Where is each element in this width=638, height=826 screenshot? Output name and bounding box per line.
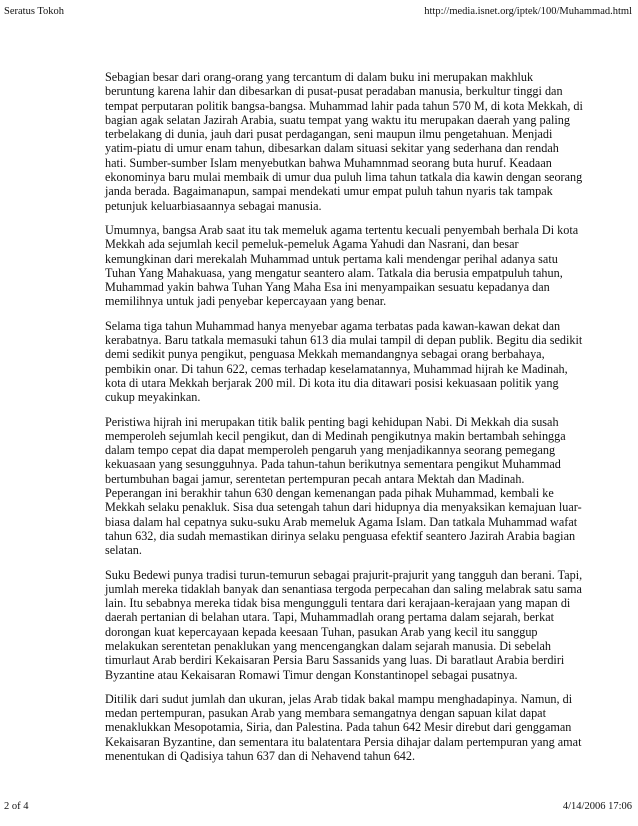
paragraph: Selama tiga tahun Muhammad hanya menyebar agama terbatas pada kawan-kawan dekat dan kerabatnya. Baru tatkala memasuki tahun 613 dia mulai tampil di depan publik. Begitu dia sedikit demi sedikit punya pengikut, penguasa Mekkah memandangnya sebagai orang berbahaya, pembikin onar. Di tahun 622, cemas terhadap keselamatannya, Muhammad hijrah ke Madinah, kota di utara Mekkah berjarak 200 mil. Di kota itu dia ditawari posisi kekuasaan politik yang cukup meyakinkan. <box>105 318 583 405</box>
print-timestamp: 4/14/2006 17:06 <box>562 801 632 812</box>
print-footer <box>4 800 632 814</box>
article-body <box>105 70 583 773</box>
page-number: 2 of 4 <box>4 801 29 812</box>
paragraph: Ditilik dari sudut jumlah dan ukuran, jelas Arab tidak bakal mampu menghadapinya. Namun, di medan pertempuran, pasukan Arab yang membara semangatnya dengan sapuan kilat dapat menaklukkan Mesopotamia, Siria, dan Palestina. Pada tahun 642 Mesir direbut dari genggaman Kekaisaran Byzantine, dan sementara itu balatentara Persia dihajar dalam pertempuran yang amat menentukan di Qadisiya tahun 637 dan di Nehavend tahun 642. <box>105 691 582 764</box>
source-url: http://media.isnet.org/iptek/100/Muhammad.html <box>424 6 632 17</box>
paragraph: Suku Bedewi punya tradisi turun-temurun sebagai prajurit-prajurit yang tangguh dan berani. Tapi, jumlah mereka tidaklah banyak dan senantiasa tergoda perpecahan dan saling melabrak satu sama lain. Itu sebabnya mereka tidak bisa mengungguli tentara dari kerajaan-kerajaan yang mapan di daerah pertanian di belahan utara. Tapi, Muhammadlah orang pertama dalam sejarah, berkat dorongan kuat kepercayaan kepada keesaan Tuhan, pasukan Arab yang kecil itu sanggup melakukan serentetan penaklukan yang mencengangkan dalam sejarah manusia. Di sebelah timurlaut Arab berdiri Kekaisaran Persia Baru Sassanids yang luas. Di baratlaut Arabia berdiri Byzantine atau Kekaisaran Romawi Timur dengan Konstantinopel sebagai pusatnya. <box>105 567 583 682</box>
document-title: Seratus Tokoh <box>4 6 65 17</box>
print-header <box>4 5 632 19</box>
paragraph: Umumnya, bangsa Arab saat itu tak memeluk agama tertentu kecuali penyembah berhala Di kota Mekkah ada sejumlah kecil pemeluk-pemeluk Agama Yahudi dan Nasrani, dan besar kemungkinan dari merekalah Muhammad untuk pertama kali mendengar perihal adanya satu Tuhan Yang Mahakuasa, yang mengatur seantero alam. Tatkala dia berusia empatpuluh tahun, Muhammad yakin bahwa Tuhan Yang Maha Esa ini menyampaikan sesuatu kepadanya dan memilihnya untuk jadi penyebar kepercayaan yang benar. <box>105 222 579 309</box>
paragraph: Sebagian besar dari orang-orang yang tercantum di dalam buku ini merupakan makhluk beruntung karena lahir dan dibesarkan di pusat-pusat peradaban manusia, berkultur tinggi dan tempat perputaran politik bangsa-bangsa. Muhammad lahir pada tahun 570 M, di kota Mekkah, di bagian agak selatan Jazirah Arabia, suatu tempat yang waktu itu merupakan daerah yang paling terbelakang di dunia, jauh dari pusat perdagangan, seni maupun ilmu pengetahuan. Menjadi yatim-piatu di umur enam tahun, dibesarkan dalam situasi sekitar yang sederhana dan rendah hati. Sumber-sumber Islam menyebutkan bahwa Muhamnmad seorang buta huruf. Keadaan ekonominya baru mulai membaik di umur dua puluh lima tahun tatkala dia kawin dengan seorang janda berada. Bagaimanapun, sampai mendekati umur empat puluh tahun nyaris tak tampak petunjuk keluarbiasaannya sebagai manusia. <box>105 70 583 213</box>
paragraph: Peristiwa hijrah ini merupakan titik balik penting bagi kehidupan Nabi. Di Mekkah dia susah memperoleh sejumlah kecil pengikut, dan di Medinah pengikutnya makin bertambah sehingga dalam tempo cepat dia dapat memperoleh pengaruh yang menjadikannya seorang pemegang kekuasaan yang sesungguhnya. Pada tahun-tahun berikutnya sementara pengikut Muhammad bertumbuhan bagai jamur, serentetan pertempuran pecah antara Mektah dan Madinah. Peperangan ini berakhir tahun 630 dengan kemenangan pada pihak Muhammad, kembali ke Mekkah selaku penakluk. Sisa dua setengah tahun dari hidupnya dia menyaksikan kemajuan luar-biasa dalam hal cepatnya suku-suku Arab memeluk Agama Islam. Dan tatkala Muhammad wafat tahun 632, dia sudah memastikan dirinya selaku penguasa efektif seantero Jazirah Arabia bagian selatan. <box>105 414 582 558</box>
